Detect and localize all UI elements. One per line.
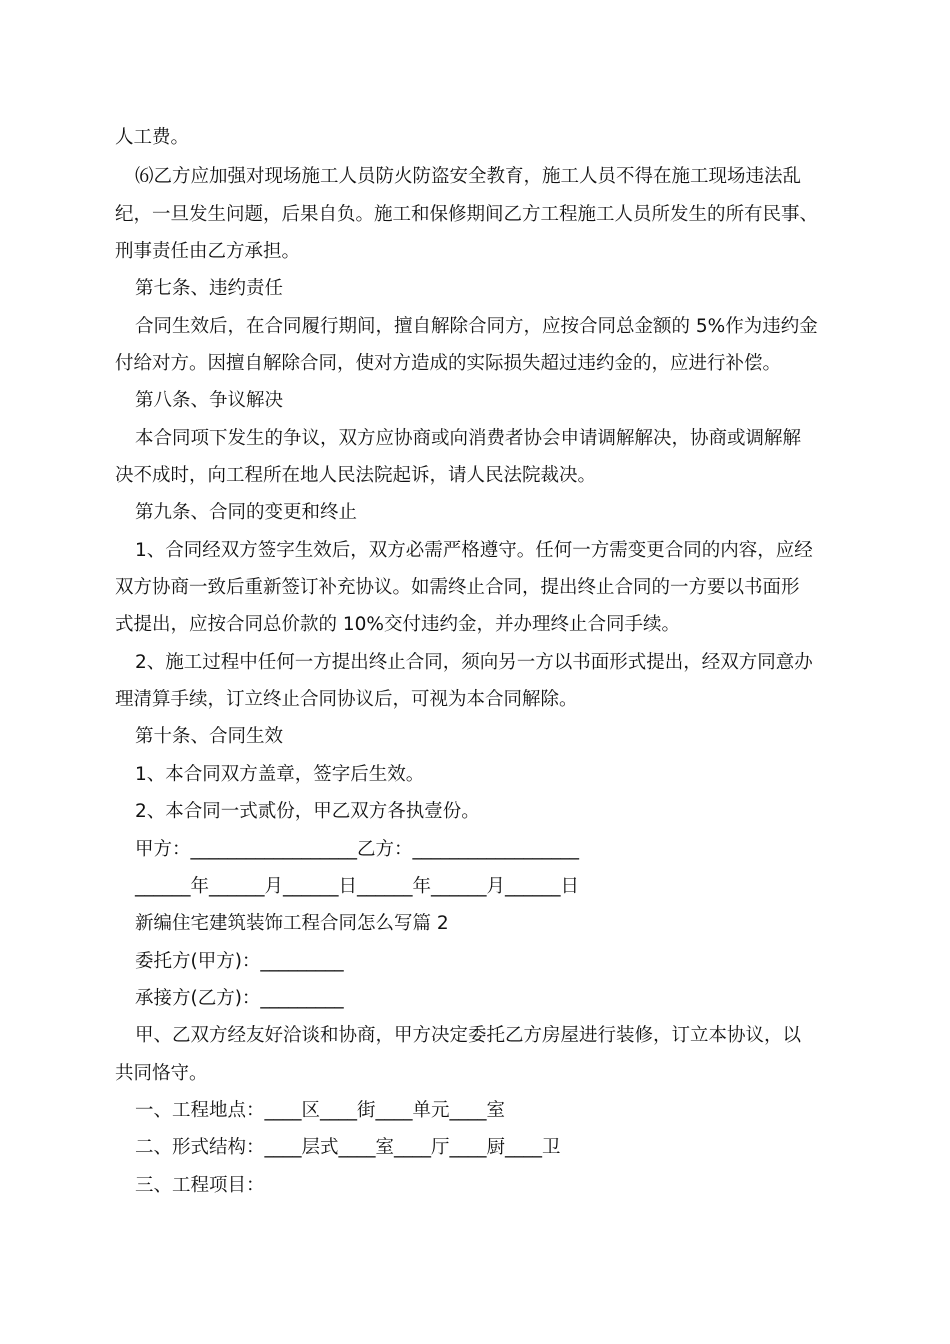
text-line: 1、本合同双方盖章，签字后生效。 bbox=[135, 764, 425, 785]
text-line: ⑹乙方应加强对现场施工人员防火防盗安全教育，施工人员不得在施工现场违法乱 bbox=[135, 166, 802, 187]
text-line: 本合同项下发生的争议，双方应协商或向消费者协会申请调解解决，协商或调解解 bbox=[135, 428, 802, 449]
text-line: 2、施工过程中任何一方提出终止合同，须向另一方以书面形式提出，经双方同意办 bbox=[135, 652, 813, 673]
text-line: 双方协商一致后重新签订补充协议。如需终止合同，提出终止合同的一方要以书面形 bbox=[115, 577, 800, 598]
text-line: 刑事责任由乙方承担。 bbox=[115, 241, 301, 262]
section-heading: 第七条、违约责任 bbox=[135, 278, 284, 299]
section-heading: 第十条、合同生效 bbox=[135, 726, 284, 747]
date-line: ______年______月______日______年______月______日 bbox=[135, 876, 580, 897]
text-line: 付给对方。因擅自解除合同，使对方造成的实际损失超过违约金的，应进行补偿。 bbox=[115, 353, 782, 374]
section-title: 新编住宅建筑装饰工程合同怎么写篇 2 bbox=[135, 913, 449, 934]
text-line: 甲、乙双方经友好洽谈和协商，甲方决定委托乙方房屋进行装修，订立本协议，以 bbox=[135, 1025, 802, 1046]
section-heading: 第八条、争议解决 bbox=[135, 390, 284, 411]
text-line: 一、工程地点：____区____街____单元____室 bbox=[135, 1100, 506, 1121]
section-heading: 第九条、合同的变更和终止 bbox=[135, 502, 358, 523]
text-line: 1、合同经双方签字生效后，双方必需严格遵守。任何一方需变更合同的内容，应经 bbox=[135, 540, 813, 561]
text-line: 2、本合同一式贰份，甲乙双方各执壹份。 bbox=[135, 801, 480, 822]
text-line: 人工费。 bbox=[115, 127, 190, 148]
signature-line: 甲方：__________________乙方：__________________ bbox=[135, 839, 580, 860]
text-line: 共同恪守。 bbox=[115, 1063, 208, 1084]
text-line: 三、工程项目： bbox=[135, 1175, 265, 1196]
text-line: 理清算手续，订立终止合同协议后，可视为本合同解除。 bbox=[115, 689, 578, 710]
text-line: 纪，一旦发生问题，后果自负。施工和保修期间乙方工程施工人员所发生的所有民事、 bbox=[115, 204, 819, 225]
text-line: 合同生效后，在合同履行期间，擅自解除合同方，应按合同总金额的 5%作为违约金 bbox=[135, 316, 818, 337]
text-line: 承接方(乙方)：_________ bbox=[135, 988, 344, 1009]
text-line: 决不成时，向工程所在地人民法院起诉，请人民法院裁决。 bbox=[115, 465, 597, 486]
text-line: 二、形式结构：____层式____室____厅____厨____卫 bbox=[135, 1137, 561, 1158]
text-line: 委托方(甲方)：_________ bbox=[135, 951, 344, 972]
text-line: 式提出，应按合同总价款的 10%交付违约金，并办理终止合同手续。 bbox=[115, 614, 681, 635]
